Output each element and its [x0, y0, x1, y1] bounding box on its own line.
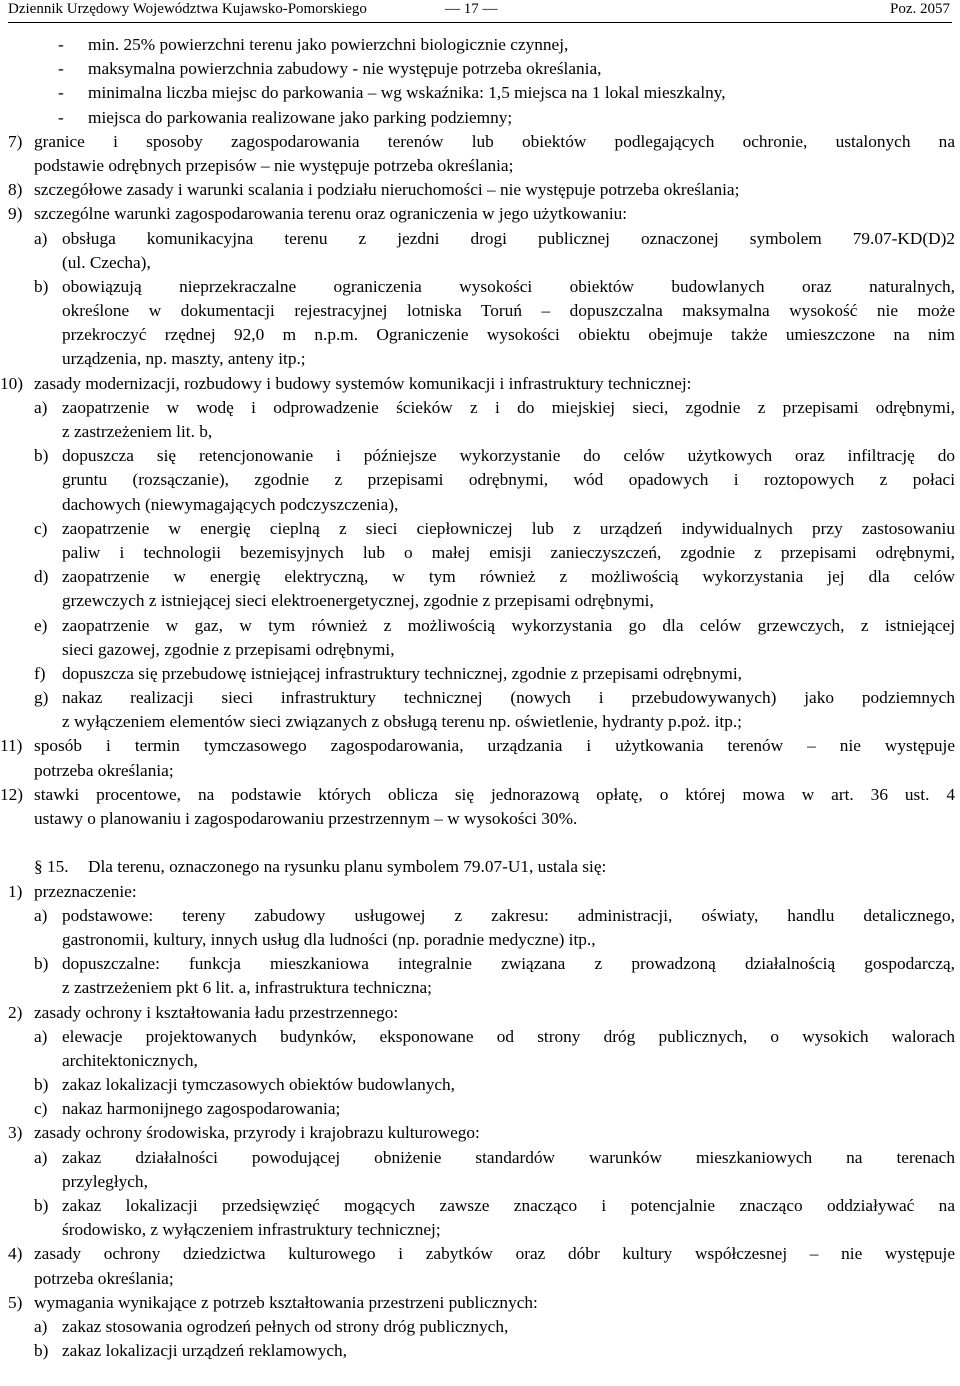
text-line [0, 493, 960, 517]
list-marker: 9) [8, 204, 23, 224]
line-text: zakaz lokalizacji tymczasowych obiektów budowlanych, [62, 1075, 456, 1095]
list-marker: 2) [8, 1002, 23, 1022]
line-text: obsługa komunikacyjna terenu z jezdni drogi publicznej oznaczonej symbolem 79.07-KD(D)2 [62, 228, 955, 248]
document-body [0, 33, 960, 1363]
line-text: z wyłączeniem elementów sieci związanych z obsługą terenu np. oświetlenie, hydranty p.poż. itp.; [62, 712, 742, 732]
list-marker: a) [34, 1026, 48, 1046]
line-text: zasady ochrony dziedzictwa kulturowego i zabytków oraz dóbr kultury współczesnej – nie występuje [34, 1244, 955, 1264]
text-line [0, 928, 960, 952]
line-text: nakaz harmonijnego zagospodarowania; [62, 1099, 341, 1119]
list-marker: 4) [8, 1244, 23, 1264]
list-marker: a) [34, 905, 48, 925]
line-text: zasady ochrony środowiska, przyrody i krajobrazu kulturowego: [34, 1123, 480, 1143]
line-text: potrzeba określania; [34, 760, 174, 780]
text-line [0, 759, 960, 783]
list-marker: d) [34, 567, 49, 587]
line-text: zaopatrzenie w energię cieplną z sieci ciepłowniczej lub z urządzeń indywidualnych przy zastosowaniu [62, 518, 955, 538]
text-line [0, 1025, 960, 1049]
line-text: zaopatrzenie w wodę i odprowadzenie ścieków z i do miejskiej sieci, zgodnie z przepisami odrębnymi, [62, 397, 955, 417]
line-text: zakaz działalności powodującej obniżenie standardów warunków mieszkaniowych na terenach [62, 1147, 955, 1167]
list-marker: § 15. [34, 857, 69, 877]
line-text: zasady modernizacji, rozbudowy i budowy systemów komunikacji i infrastruktury technicznej: [34, 373, 692, 393]
text-line [0, 734, 960, 758]
text-line [0, 130, 960, 154]
text-line [0, 589, 960, 613]
text-line [0, 541, 960, 565]
line-text: granice i sposoby zagospodarowania terenów lub obiektów podlegających ochronie, ustalonych na [34, 131, 955, 151]
list-marker: - [58, 107, 64, 127]
page-number: — 17 — [445, 1, 498, 17]
page-header [8, 0, 952, 23]
line-text: przyległych, [62, 1171, 148, 1191]
text-line [0, 420, 960, 444]
text-line [0, 783, 960, 807]
text-line [0, 1146, 960, 1170]
list-marker: - [58, 59, 64, 79]
text-line [0, 1291, 960, 1315]
text-line [0, 299, 960, 323]
line-text: ustawy o planowaniu i zagospodarowaniu przestrzennym – w wysokości 30%. [34, 809, 578, 828]
list-marker: - [58, 35, 64, 54]
list-marker: 11) [0, 736, 23, 756]
list-marker: b) [34, 1075, 49, 1095]
line-text: dopuszcza się przebudowę istniejącej infrastruktury technicznej, zgodnie z przepisami odrębnymi, [62, 663, 742, 683]
text-line [0, 444, 960, 468]
line-text: sieci gazowej, zgodnie z przepisami odrębnymi, [62, 639, 395, 659]
text-line [0, 1121, 960, 1145]
text-line [0, 154, 960, 178]
text-line [0, 372, 960, 396]
line-text: zasady ochrony i kształtowania ładu przestrzennego: [34, 1002, 399, 1022]
text-line [0, 227, 960, 251]
line-text: dopuszcza się retencjonowanie i późniejsze wykorzystanie do celów użytkowych oraz infiltrację do [62, 446, 955, 466]
text-line [0, 904, 960, 928]
blank-line [0, 831, 960, 855]
list-marker: 8) [8, 180, 23, 200]
text-line [0, 662, 960, 686]
text-line [0, 1218, 960, 1242]
line-text: zakaz lokalizacji urządzeń reklamowych, [62, 1341, 347, 1361]
text-line [0, 1001, 960, 1025]
list-marker: a) [34, 228, 48, 248]
line-text: stawki procentowe, na podstawie których oblicza się jednorazową opłatę, o której mowa w art. 36 ust. 4 [34, 784, 955, 804]
text-line [0, 710, 960, 734]
line-text: nakaz realizacji sieci infrastruktury technicznej (nowych i przebudowywanych) jako podziemnych [62, 688, 955, 708]
list-marker: b) [34, 1196, 49, 1215]
text-line [0, 1073, 960, 1097]
line-text: miejsca do parkowania realizowane jako parking podziemny; [88, 107, 513, 127]
text-line [0, 880, 960, 904]
text-line [0, 1049, 960, 1073]
line-text: dopuszczalne: funkcja mieszkaniowa integralnie związana z prowadzoną działalnością gospodarczą, [62, 954, 955, 974]
list-marker: b) [34, 954, 49, 974]
line-text: min. 25% powierzchni terenu jako powierzchni biologicznie czynnej, [88, 35, 569, 54]
line-text: gruntu (rozsączanie), zgodnie z przepisami odrębnymi, wód opadowych i roztopowych z połaci [62, 470, 955, 490]
line-text: gastronomii, kultury, innych usług dla ludności (np. poradnie medyczne) itp., [62, 929, 596, 949]
text-line [0, 807, 960, 831]
text-line [0, 1339, 960, 1363]
list-marker: - [58, 83, 64, 103]
text-line [0, 468, 960, 492]
text-line [0, 614, 960, 638]
line-text: potrzeba określania; [34, 1268, 174, 1288]
line-text: elewacje projektowanych budynków, eksponowane od strony dróg publicznych, o wysokich walorach [62, 1026, 955, 1046]
list-marker: a) [34, 1147, 48, 1167]
line-text: szczególne warunki zagospodarowania terenu oraz ograniczenia w jego użytkowaniu: [34, 204, 628, 224]
line-text: zaopatrzenie w gaz, w tym również z możliwością wykorzystania go dla celów grzewczych, z istniejącej [62, 615, 955, 635]
list-marker: e) [34, 615, 48, 635]
list-marker: b) [34, 1341, 49, 1361]
position-number: Poz. 2057 [890, 1, 950, 17]
text-line [0, 1242, 960, 1266]
text-line [0, 323, 960, 347]
text-line [0, 396, 960, 420]
line-text: dachowych (niewymagających podczyszczenia), [62, 494, 399, 514]
text-line [0, 855, 960, 879]
list-marker: f) [34, 663, 46, 683]
line-text: obowiązują nieprzekraczalne ograniczenia wysokości obiektów budowlanych oraz naturalnych, [62, 276, 955, 296]
line-text: zakaz lokalizacji przedsięwzięć mogących zawsze znacząco i potencjalnie znacząco oddziaływać na [62, 1196, 955, 1215]
list-marker: 10) [0, 373, 24, 393]
line-text: maksymalna powierzchnia zabudowy - nie występuje potrzeba określania, [88, 59, 602, 79]
text-line [0, 251, 960, 275]
text-line [0, 517, 960, 541]
line-text: paliw i technologii bezemisyjnych lub o małej emisji zanieczyszczeń, zgodnie z przepisami odrębnymi, [62, 542, 955, 562]
line-text: przeznaczenie: [34, 881, 137, 901]
text-line [0, 202, 960, 226]
text-line [0, 81, 960, 105]
line-text: przekroczyć rzędnej 92,0 m n.p.m. Ograniczenie wysokości obiektu obejmuje także umieszczone na nim [62, 325, 955, 345]
text-line [0, 565, 960, 589]
text-line [0, 57, 960, 81]
list-marker: b) [34, 446, 49, 466]
line-text: wymagania wynikające z potrzeb kształtowania przestrzeni publicznych: [34, 1292, 538, 1312]
line-text: z zastrzeżeniem pkt 6 lit. a, infrastruktura techniczna; [62, 978, 432, 998]
line-text: środowisko, z wyłączeniem infrastruktury technicznej; [62, 1220, 441, 1240]
list-marker: b) [34, 276, 49, 296]
text-line [0, 33, 960, 57]
text-line [0, 976, 960, 1000]
line-text: urządzenia, np. maszty, anteny itp.; [62, 349, 306, 369]
list-marker: c) [34, 518, 48, 538]
list-marker: 1) [8, 881, 23, 901]
list-marker: g) [34, 688, 49, 708]
list-marker: a) [34, 397, 48, 417]
line-text: zakaz stosowania ogrodzeń pełnych od strony dróg publicznych, [62, 1316, 509, 1336]
journal-title: Dziennik Urzędowy Województwa Kujawsko-Pomorskiego [8, 1, 367, 17]
line-text: (ul. Czecha), [62, 252, 151, 272]
line-text: z zastrzeżeniem lit. b, [62, 422, 213, 441]
line-text: szczegółowe zasady i warunki scalania i podziału nieruchomości – nie występuje potrzeba określania; [34, 180, 740, 200]
text-line [0, 952, 960, 976]
text-line [0, 638, 960, 662]
list-marker: c) [34, 1099, 48, 1119]
line-text: określone w dokumentacji rejestracyjnej lotniska Toruń – dopuszczalna maksymalna wysokość nie może [62, 301, 955, 321]
line-text: podstawie odrębnych przepisów – nie występuje potrzeba określania; [34, 155, 514, 175]
line-text: grzewczych z istniejącej sieci elektroenergetycznej, zgodnie z przepisami odrębnymi, [62, 591, 654, 611]
list-marker: 3) [8, 1123, 23, 1143]
text-line [0, 1170, 960, 1194]
list-marker: 12) [0, 784, 24, 804]
line-text: architektonicznych, [62, 1050, 198, 1070]
line-text: sposób i termin tymczasowego zagospodarowania, urządzania i użytkowania terenów – nie występuje [34, 736, 955, 756]
text-line [0, 686, 960, 710]
list-marker: 7) [8, 131, 23, 151]
text-line [0, 106, 960, 130]
text-line [0, 1267, 960, 1291]
line-text: minimalna liczba miejsc do parkowania – wg wskaźnika: 1,5 miejsca na 1 lokal mieszkalny, [88, 83, 726, 103]
line-text: zaopatrzenie w energię elektryczną, w tym również z możliwością wykorzystania jej dla celów [62, 567, 955, 587]
text-line [0, 1315, 960, 1339]
line-text: Dla terenu, oznaczonego na rysunku planu symbolem 79.07-U1, ustala się: [88, 857, 607, 877]
text-line [0, 1097, 960, 1121]
line-text: podstawowe: tereny zabudowy usługowej z zakresu: administracji, oświaty, handlu detalicznego, [62, 905, 955, 925]
list-marker: 5) [8, 1292, 23, 1312]
text-line [0, 275, 960, 299]
list-marker: a) [34, 1316, 48, 1336]
text-line [0, 347, 960, 371]
text-line [0, 1194, 960, 1218]
text-line [0, 178, 960, 202]
